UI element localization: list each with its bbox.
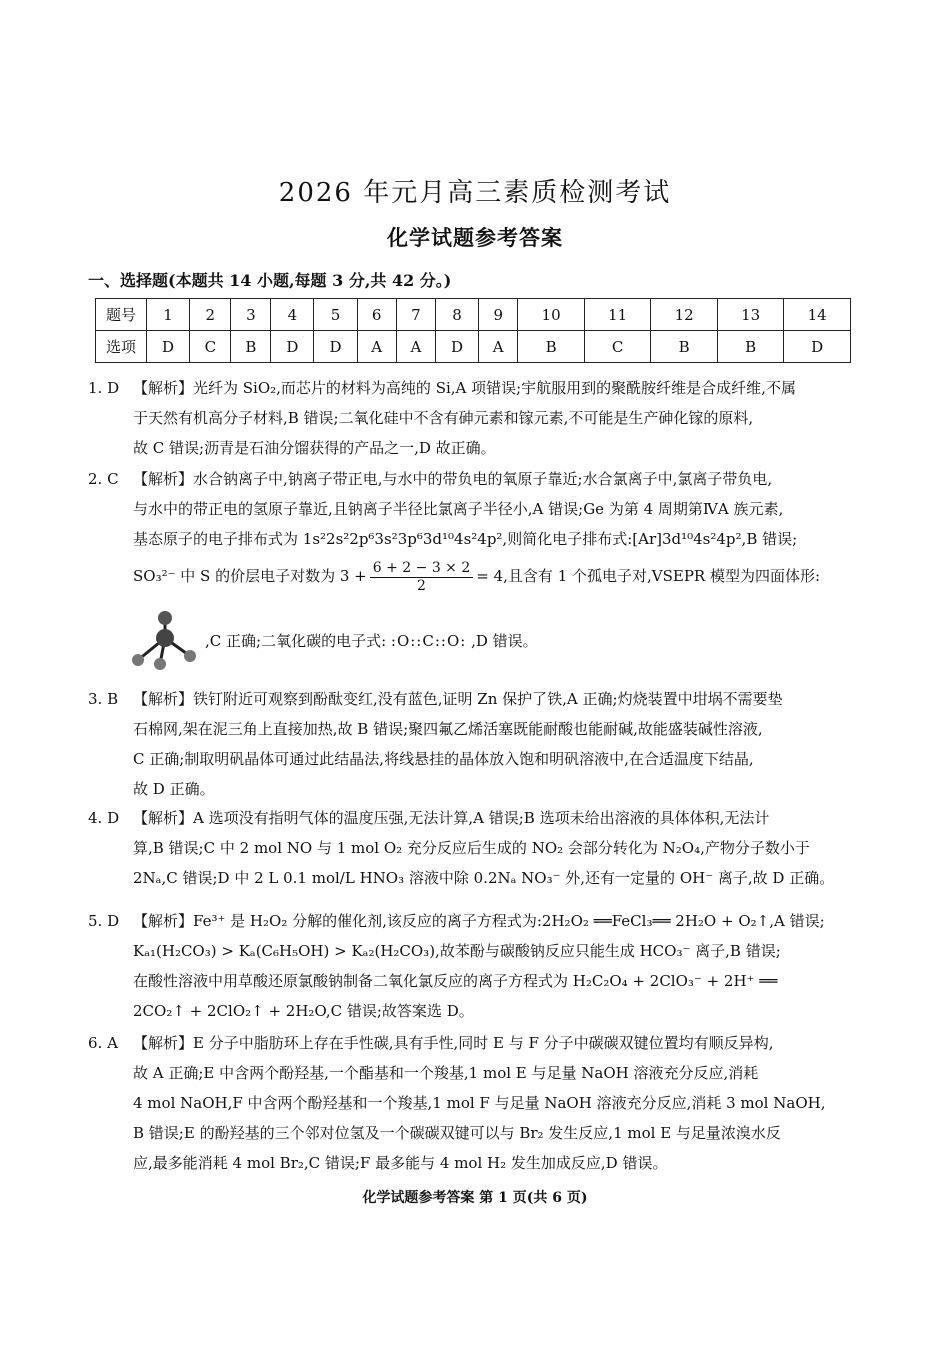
- text-line: 故 D 正确。: [133, 780, 215, 798]
- answer-cell: B: [651, 331, 718, 363]
- section-heading: 一、选择题(本题共 14 小题,每题 3 分,共 42 分。): [88, 271, 452, 290]
- text-line: 于天然有机高分子材料,B 错误;二氧化硅中不含有砷元素和镓元素,不可能是生产砷化镓的原料,: [133, 409, 754, 427]
- answer-cell: D: [784, 331, 851, 363]
- denominator: 2: [417, 577, 426, 594]
- text-line: 【解析】A 选项没有指明气体的温度压强,无法计算,A 错误;B 选项未给出溶液的具体体积,无法计: [133, 809, 770, 827]
- question-number: 4. D: [88, 809, 120, 827]
- question-number-cell: 10: [518, 299, 585, 331]
- answer-cell: D: [271, 331, 314, 363]
- text-line: C 正确;制取明矾晶体可通过此结晶法,将线悬挂的晶体放入饱和明矾溶液中,在合适温度下结晶,: [133, 750, 754, 768]
- question-number-row: [96, 299, 851, 331]
- question-number-cell: 5: [314, 299, 357, 331]
- question-number: 1. D: [88, 379, 120, 397]
- answer-table: [95, 298, 851, 363]
- question-number: 2. C: [88, 470, 119, 488]
- vsepr-tetrahedral-model-icon: [130, 608, 200, 672]
- question-number-cell: 11: [584, 299, 651, 331]
- text-line: 2CO₂↑ + 2ClO₂↑ + 2H₂O,C 错误;故答案选 D。: [133, 1002, 474, 1020]
- text-line: Kₐ₁(H₂CO₃) > Kₐ(C₆H₅OH) > Kₐ₂(H₂CO₃),故苯酚与碳酸钠反应只能生成 HCO₃⁻ 离子,B 错误;: [133, 942, 781, 960]
- question-number-cell: 4: [271, 299, 314, 331]
- answer-cell: D: [147, 331, 190, 363]
- text-line: 基态原子的电子排布式为 1s²2s²2p⁶3s²3p⁶3d¹⁰4s²4p²,则简化电子排布式:[Ar]3d¹⁰4s²4p²,B 错误;: [133, 530, 798, 548]
- page-subtitle: 化学试题参考答案: [387, 225, 563, 250]
- text-line: 【解析】E 分子中脂肪环上存在手性碳,具有手性,同时 E 与 F 分子中碳碳双键位置均有顺反异构,: [133, 1034, 774, 1052]
- co2-electron-formula: :O::C::O:: [390, 632, 467, 650]
- answer-cell: A: [396, 331, 435, 363]
- text-line: 石棉网,架在泥三角上直接加热,故 B 错误;聚四氟乙烯活塞既能耐酸也能耐碱,故能盛装碱性溶液,: [133, 720, 763, 738]
- text-segment: ,D 错误。: [471, 632, 538, 650]
- page-title: 2026 年元月高三素质检测考试: [278, 178, 672, 208]
- text-line: 在酸性溶液中用草酸还原氯酸钠制备二氧化氯反应的离子方程式为 H₂C₂O₄ + 2ClO₃⁻ + 2H⁺ ══: [133, 972, 778, 990]
- question-number-cell: 7: [396, 299, 435, 331]
- question-number-cell: 14: [784, 299, 851, 331]
- text-line: 【解析】Fe³⁺ 是 H₂O₂ 分解的催化剂,该反应的离子方程式为:2H₂O₂ ══FeCl₃══ 2H₂O + O₂↑,A 错误;: [133, 912, 825, 930]
- answer-cell: B: [717, 331, 784, 363]
- question-number-cell: 1: [147, 299, 190, 331]
- question-number: 3. B: [88, 690, 119, 708]
- question-number-cell: 12: [651, 299, 718, 331]
- text-line: 【解析】铁钉附近可观察到酚酞变红,没有蓝色,证明 Zn 保护了铁,A 正确;灼烧装置中坩埚不需要垫: [133, 690, 783, 708]
- co2-line: [205, 630, 538, 651]
- text-line: 故 A 正确;E 中含两个酚羟基,一个酯基和一个羧基,1 mol E 与足量 NaOH 溶液充分反应,消耗: [133, 1064, 759, 1082]
- question-number: 6. A: [88, 1034, 118, 1052]
- question-number-cell: 3: [231, 299, 271, 331]
- text-segment: = 4,且含有 1 个孤电子对,VSEPR 模型为四面体形:: [476, 567, 821, 585]
- answer-cell: A: [479, 331, 518, 363]
- numerator: 6 + 2 − 3 × 2: [370, 560, 474, 578]
- answer-cell: C: [190, 331, 231, 363]
- question-2: [88, 464, 860, 598]
- answer-cell: A: [357, 331, 396, 363]
- text-line: 【解析】光纤为 SiO₂,而芯片的材料为高纯的 Si,A 项错误;宇航服用到的聚酰胺纤维是合成纤维,不属: [133, 379, 796, 397]
- text-line: 4 mol NaOH,F 中含两个酚羟基和一个羧基,1 mol F 与足量 NaOH 溶液充分反应,消耗 3 mol NaOH,: [133, 1094, 826, 1112]
- text-line: 与水中的带正电的氢原子靠近,且钠离子半径比氯离子半径小,A 错误;Ge 为第 4 周期第ⅣA 族元素,: [133, 500, 784, 518]
- answer-cell: D: [435, 331, 478, 363]
- text-line: 算,B 错误;C 中 2 mol NO 与 1 mol O₂ 充分反应后生成的 NO₂ 会部分转化为 N₂O₄,产物分子数小于: [133, 839, 810, 857]
- text-line: [88, 554, 860, 598]
- text-segment: SO₃²⁻ 中 S 的价层电子对数为 3 +: [133, 567, 367, 585]
- fraction: [370, 560, 474, 595]
- answer-row: [96, 331, 851, 363]
- page-footer: 化学试题参考答案 第 1 页(共 6 页): [362, 1190, 588, 1206]
- row-label: 选项: [96, 331, 147, 363]
- answer-cell: D: [314, 331, 357, 363]
- answer-cell: B: [231, 331, 271, 363]
- question-number-cell: 9: [479, 299, 518, 331]
- question-4: [88, 803, 860, 893]
- text-segment: ,C 正确;二氧化碳的电子式:: [205, 632, 387, 650]
- question-number-cell: 8: [435, 299, 478, 331]
- text-line: 2Nₐ,C 错误;D 中 2 L 0.1 mol/L HNO₃ 溶液中除 0.2Nₐ NO₃⁻ 外,还有一定量的 OH⁻ 离子,故 D 正确。: [133, 869, 835, 887]
- question-number-cell: 6: [357, 299, 396, 331]
- question-number: 5. D: [88, 912, 120, 930]
- question-number-cell: 13: [717, 299, 784, 331]
- question-6: [88, 1028, 860, 1178]
- row-label: 题号: [96, 299, 147, 331]
- question-5: [88, 906, 860, 1026]
- question-3: [88, 684, 860, 804]
- text-line: 应,最多能消耗 4 mol Br₂,C 错误;F 最多能与 4 mol H₂ 发生加成反应,D 错误。: [133, 1154, 668, 1172]
- question-number-cell: 2: [190, 299, 231, 331]
- answer-cell: B: [518, 331, 585, 363]
- question-1: [88, 373, 860, 463]
- text-line: 【解析】水合钠离子中,钠离子带正电,与水中的带负电的氧原子靠近;水合氯离子中,氯离子带负电,: [133, 470, 773, 488]
- text-line: 故 C 错误;沥青是石油分馏获得的产品之一,D 故正确。: [133, 439, 496, 457]
- answer-cell: C: [584, 331, 651, 363]
- text-line: B 错误;E 的酚羟基的三个邻对位氢及一个碳碳双键可以与 Br₂ 发生反应,1 mol E 与足量浓溴水反: [133, 1124, 781, 1142]
